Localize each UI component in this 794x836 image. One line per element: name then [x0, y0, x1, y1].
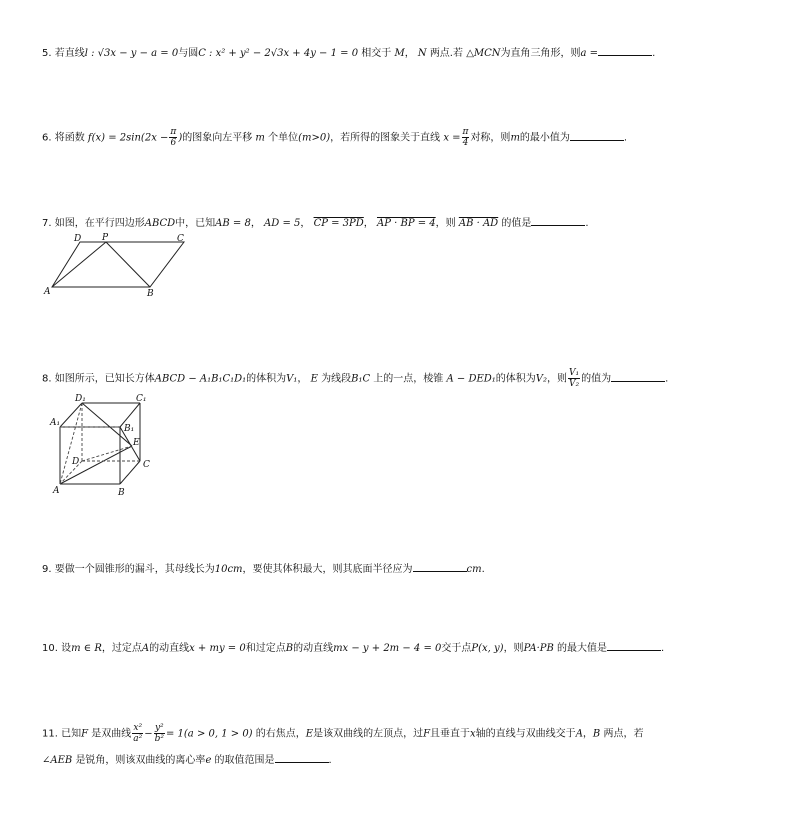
- label-B: B: [118, 488, 125, 498]
- question-5: 5. 若直线l : √3x − y − a = 0与圆C : x² + y² − 2√3x + 4y − 1 = 0 相交于 M， N 两点.若 △MCN为直角三角形，则a = .: [42, 45, 655, 61]
- label-B: B: [147, 289, 154, 299]
- label-B1: B₁: [124, 424, 135, 434]
- question-10: 10. 设m ∈ R，过定点A的动直线x + my = 0和过定点B的动直线mx − y + 2m − 4 = 0交于点P(x, y)，则PA·PB 的最大值是 .: [42, 640, 664, 656]
- fraction-y2-over-b2: $\frac{\text{y²}}{\text{b²}}$: [154, 723, 164, 744]
- answer-blank: [413, 561, 467, 572]
- label-C: C: [143, 460, 150, 470]
- label-E: E: [133, 438, 140, 448]
- question-8: 8. 如图所示，已知长方体ABCD − A₁B₁C₁D₁的体积为V₁， E 为线段B₁C 上的一点，棱锥 A − DED₁的体积为V₂，则 $\frac{\text{V₁}}{\text{V₂}}$ 的值为 .: [42, 368, 669, 389]
- label-C1: C₁: [136, 394, 147, 404]
- answer-blank: [611, 371, 665, 382]
- label-P: P: [102, 233, 109, 243]
- label-C: C: [177, 234, 184, 244]
- parallelogram-figure: [40, 233, 200, 299]
- question-6: 6. 将函数 f(x) = 2sin(2x − $\frac{\pi}{6}$ )的图象向左平移 m 个单位(m>0)，若所得的图象关于直线 x = $\frac{\pi}{4}$ 对称，则m的最小值为 .: [42, 127, 628, 148]
- parallelogram-outline: [52, 242, 184, 287]
- cuboid-figure: [40, 391, 170, 499]
- question-9: 9. 要做一个圆锥形的漏斗，其母线长为10cm，要使其体积最大，则其底面半径应为 cm.: [42, 561, 485, 577]
- label-A: A: [44, 287, 51, 297]
- question-7: 7. 如图，在平行四边形ABCD中，已知AB = 8， AD = 5， CP = 3PD， AP · BP = 4，则 AB · AD 的值是 .: [42, 215, 589, 231]
- segment-AP: [52, 242, 106, 287]
- fraction-x2-over-a2: $\frac{\text{x²}}{\text{a²}}$: [133, 723, 143, 744]
- answer-blank: [531, 215, 585, 226]
- segment-AE: [60, 446, 132, 484]
- answer-blank: [570, 130, 624, 141]
- answer-blank: [607, 640, 661, 651]
- fraction-pi-over-6: $\frac{\pi}{6}$: [170, 127, 177, 148]
- label-D1: D₁: [75, 394, 86, 404]
- question-11-line-2: ∠AEB 是锐角，则该双曲线的离心率e 的取值范围是 .: [42, 752, 332, 768]
- fraction-pi-over-4: $\frac{\pi}{4}$: [462, 127, 469, 148]
- label-D: D: [72, 457, 80, 467]
- answer-blank: [598, 45, 652, 56]
- label-A: A: [53, 486, 60, 496]
- edge-CB: [120, 461, 140, 484]
- fraction-V1-over-V2: $\frac{\text{V₁}}{\text{V₂}}$: [569, 368, 580, 389]
- label-A1: A₁: [50, 418, 61, 428]
- answer-blank: [275, 752, 329, 763]
- label-D: D: [74, 234, 82, 244]
- question-11: 11. 已知F 是双曲线 $\frac{\text{x²}}{\text{a²}}$ − $\frac{\text{y²}}{\text{b²}}$ = 1(a > 0, 1 > 0) 的右焦点，E是该双曲线的左顶点，过F且垂直于x轴的直线与双曲线交于A，B 两点，若: [42, 723, 644, 744]
- segment-BP: [106, 242, 150, 287]
